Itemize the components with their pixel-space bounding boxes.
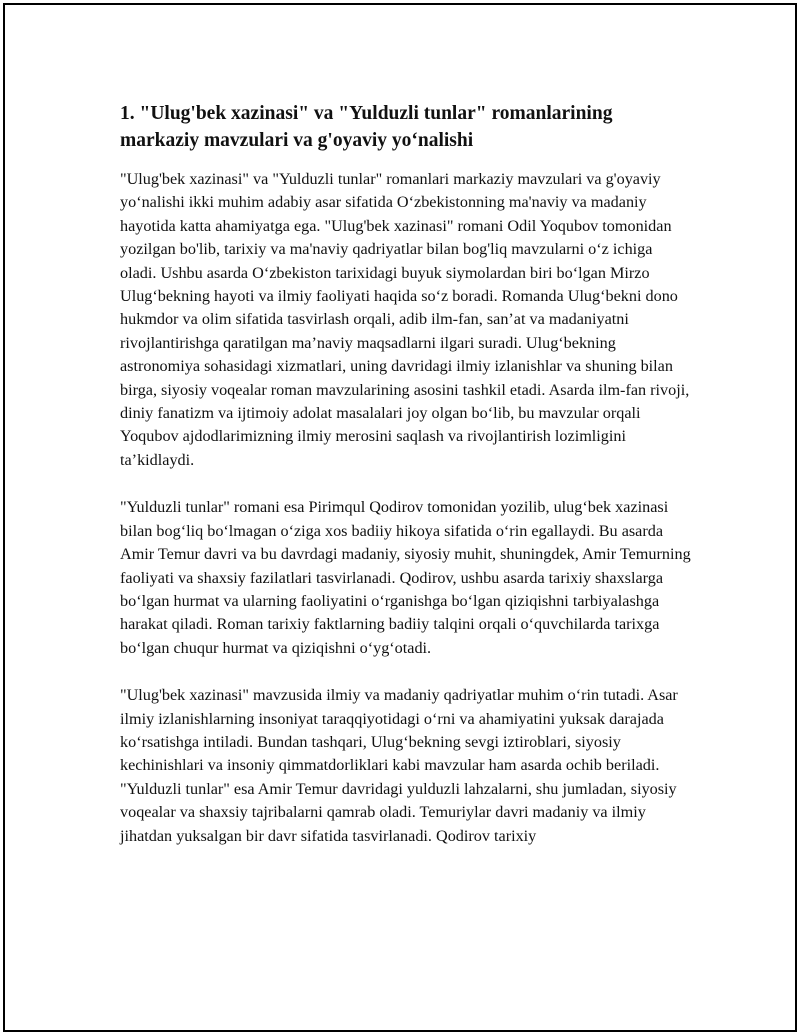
paragraph-2: "Yulduzli tunlar" romani esa Pirimqul Qodirov tomonidan yozilib, ulug‘bek xazinasi bilan bog‘liq bo‘lmagan o‘ziga xos badiiy hikoya sifatida o‘rin egallaydi. Bu asarda Amir Temur davri va bu davrdagi madaniy, siyosiy muhit, shuningdek, Amir Temurning faoliyati va shaxsiy fazilatlari tasvirlanadi. Qodirov, ushbu asarda tarixiy shaxslarga bo‘lgan hurmat va ularning faoliyatini o‘rganishga bo‘lgan qiziqishni tarbiyalashga harakat qiladi. Roman tarixiy faktlarning badiiy talqini orqali o‘quvchilarda tarixga bo‘lgan chuqur hurmat va qiziqishni o‘yg‘otadi.	[120, 498, 691, 657]
document-body	[120, 100, 692, 872]
paragraph-3: "Ulug'bek xazinasi" mavzusida ilmiy va madaniy qadriyatlar muhim o‘rin tutadi. Asar ilmiy izlanishlarning insoniyat taraqqiyotidagi o‘rni va ahamiyatini yuksak darajada ko‘rsatishga intiladi. Bundan tashqari, Ulug‘bekning sevgi iztiroblari, siyosiy kechinishlari va insoniy qimmatdorliklari kabi mavzular ham asarda ochib beriladi. "Yulduzli tunlar" esa Amir Temur davridagi yulduzli lahzalarni, shu jumladan, siyosiy voqealar va shaxsiy tajribalarni qamrab oladi. Temuriylar davri madaniy va ilmiy jihatdan yuksalgan bir davr sifatida tasvirlanadi. Qodirov tarixiy	[120, 686, 678, 845]
paragraph-1: "Ulug'bek xazinasi" va "Yulduzli tunlar" romanlari markaziy mavzulari va g'oyaviy yo‘nalishi ikki muhim adabiy asar sifatida O‘zbekistonning ma'naviy va madaniy hayotida katta ahamiyatga ega. "Ulug'bek xazinasi" romani Odil Yoqubov tomonidan yozilgan bo'lib, tarixiy va ma'naviy qadriyatlar bilan bog'liq mavzularni o‘z ichiga oladi. Ushbu asarda O‘zbekiston tarixidagi buyuk siymolardan biri bo‘lgan Mirzo Ulug‘bekning hayoti va ilmiy faoliyati haqida so‘z boradi. Romanda Ulug‘bekni dono hukmdor va olim sifatida tasvirlash orqali, adib ilm-fan, san’at va madaniyatni rivojlantirishga qaratilgan ma’naviy maqsadlarni ilgari suradi. Ulug‘bekning astronomiya sohasidagi xizmatlari, uning davridagi ilmiy izlanishlar va shuning bilan birga, siyosiy voqealar roman mavzularining asosini tashkil etadi. Asarda ilm-fan rivoji, diniy fanatizm va ijtimoiy adolat masalalari joy olgan bo‘lib, bu mavzular orqali Yoqubov ajdodlarimizning ilmiy merosini saqlash va rivojlantirish lozimligini ta’kidlaydi.	[120, 170, 690, 469]
section-heading: 1. "Ulug'bek xazinasi" va "Yulduzli tunlar" romanlarining markaziy mavzulari va g'oyaviy yo‘nalishi	[120, 103, 613, 151]
document-page	[3, 3, 797, 1032]
